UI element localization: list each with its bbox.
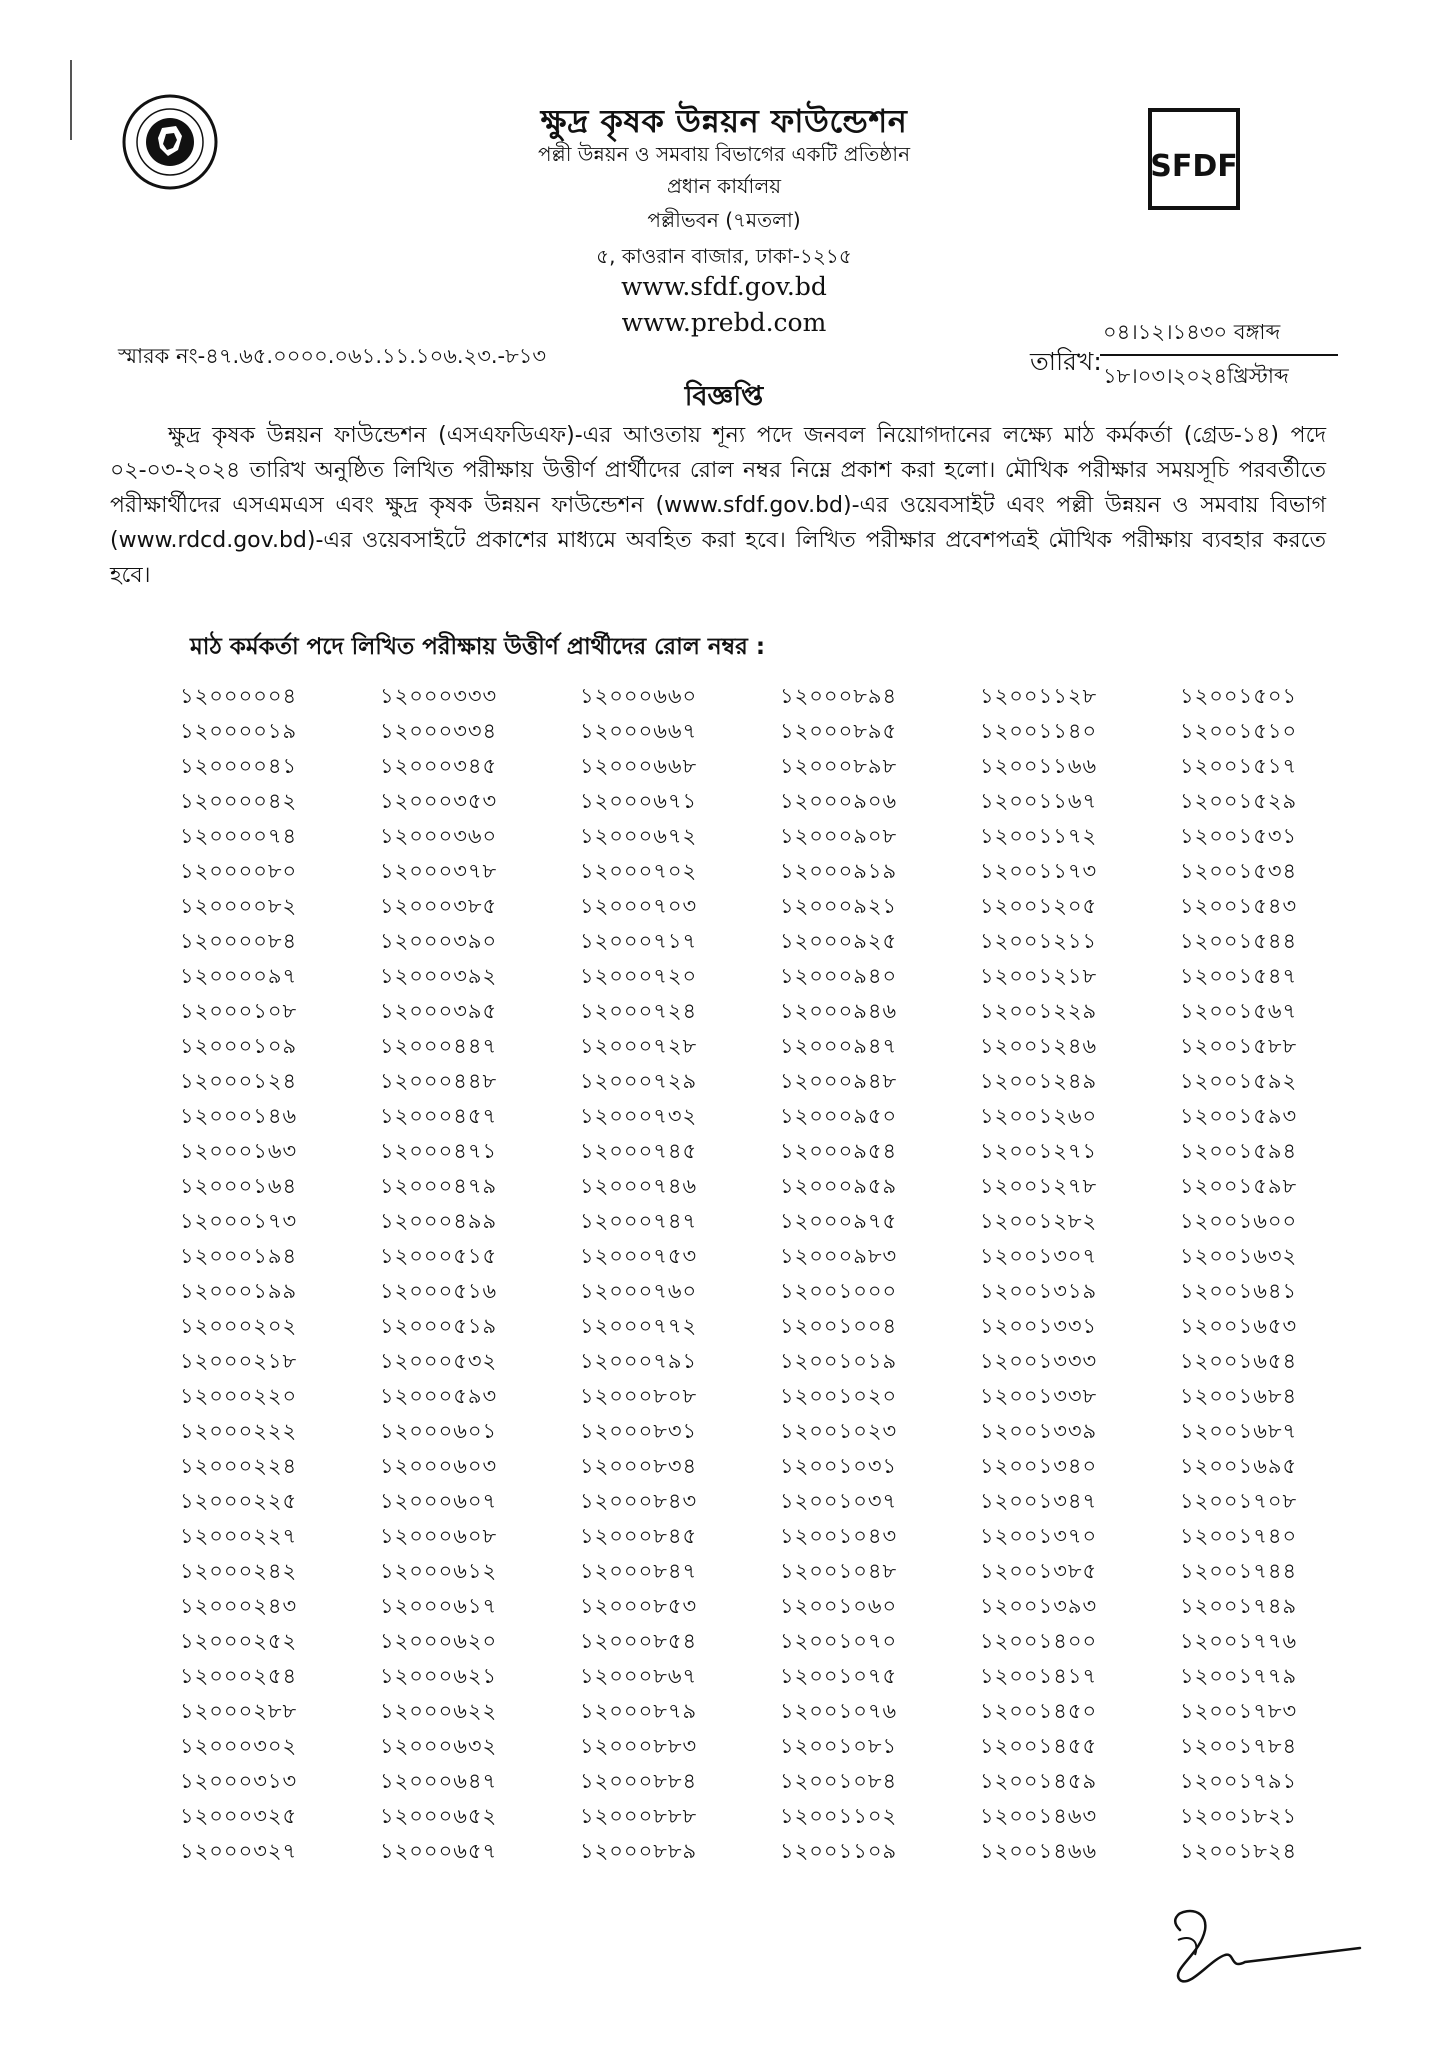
roll-number: ১২০০০৭২৪	[580, 999, 698, 1023]
roll-number: ১২০০১৫৯৮	[1180, 1174, 1298, 1198]
roll-number: ১২০০১১৭৩	[980, 859, 1098, 883]
roll-number: ১২০০০৬৫৭	[380, 1839, 498, 1863]
roll-number: ১২০০১৭৪৯	[1180, 1594, 1298, 1618]
roll-number: ১২০০১২১১	[980, 929, 1098, 953]
roll-number: ১২০০১৪৫০	[980, 1699, 1098, 1723]
roll-number: ১২০০০৮৮৪	[580, 1769, 698, 1793]
roll-number: ১২০০০৪৪৭	[380, 1034, 498, 1058]
roll-number: ১২০০০২৪৩	[180, 1594, 298, 1618]
roll-number: ১২০০০৮৯৮	[780, 754, 898, 778]
roll-number: ১২০০১৭৯১	[1180, 1769, 1298, 1793]
roll-number: ১২০০১৪৬৩	[980, 1804, 1098, 1828]
roll-number: ১২০০০৬০৭	[380, 1489, 498, 1513]
roll-number: ১২০০০৮৩১	[580, 1419, 698, 1443]
roll-number: ১২০০০৭০৩	[580, 894, 698, 918]
roll-number: ১২০০০৯২৫	[780, 929, 898, 953]
roll-number: ১২০০০৫৩২	[380, 1349, 498, 1373]
roll-number: ১২০০০৯৪৭	[780, 1034, 898, 1058]
office-name: প্রধান কার্যালয়	[666, 174, 782, 198]
roll-number: ১২০০১০৩১	[780, 1454, 898, 1478]
roll-number: ১২০০০৯৮৩	[780, 1244, 898, 1268]
roll-number: ১২০০০৯৫৯	[780, 1174, 898, 1198]
roll-number: ১২০০১৫৩৪	[1180, 859, 1298, 883]
roll-number: ১২০০০৮৩৪	[580, 1454, 698, 1478]
roll-number: ১২০০১৫৪৭	[1180, 964, 1298, 988]
roll-number: ১২০০০৩৩৪	[380, 719, 498, 743]
roll-number: ১২০০০৮৯৫	[780, 719, 898, 743]
roll-number: ১২০০০৪৫৭	[380, 1104, 498, 1128]
roll-number: ১২০০১৭৭৯	[1180, 1664, 1298, 1688]
roll-number: ১২০০০৬০৮	[380, 1524, 498, 1548]
roll-number: ১২০০০৩৯০	[380, 929, 498, 953]
roll-list-heading: মাঠ কর্মকর্তা পদে লিখিত পরীক্ষায় উত্তীর্ণ প্রার্থীদের রোল নম্বর :	[190, 634, 766, 660]
roll-number: ১২০০১৪৬৬	[980, 1839, 1098, 1863]
roll-number: ১২০০১৬৪১	[1180, 1279, 1298, 1303]
roll-number: ১২০০১৫৯৩	[1180, 1104, 1298, 1128]
roll-number: ১২০০১৩৯৩	[980, 1594, 1098, 1618]
roll-number: ১২০০০৬২২	[380, 1699, 498, 1723]
roll-number: ১২০০০৬৭১	[580, 789, 698, 813]
roll-number: ১২০০১০৮৪	[780, 1769, 898, 1793]
roll-number: ১২০০১২৪৯	[980, 1069, 1098, 1093]
roll-number: ১২০০০২২৭	[180, 1524, 298, 1548]
roll-number: ১২০০১০১৯	[780, 1349, 898, 1373]
roll-number: ১২০০০১২৪	[180, 1069, 298, 1093]
roll-number: ১২০০০৯৫০	[780, 1104, 898, 1128]
roll-number: ১২০০০৩৯২	[380, 964, 498, 988]
roll-number: ১২০০০৩৩৩	[380, 684, 498, 708]
roll-number: ১২০০১৫১৭	[1180, 754, 1298, 778]
roll-number: ১২০০১০০০	[780, 1279, 898, 1303]
roll-number: ১২০০০১৬৪	[180, 1174, 298, 1198]
roll-number: ১২০০০২০২	[180, 1314, 298, 1338]
roll-number: ১২০০০৭২০	[580, 964, 698, 988]
roll-number: ১২০০১৫৮৮	[1180, 1034, 1298, 1058]
roll-number: ১২০০০৮৫৪	[580, 1629, 698, 1653]
roll-number: ১২০০১০৩৭	[780, 1489, 898, 1513]
roll-number: ১২০০০৬০১	[380, 1419, 498, 1443]
roll-number: ১২০০১৩৮৫	[980, 1559, 1098, 1583]
roll-number: ১২০০১৮২৪	[1180, 1839, 1298, 1863]
roll-number: ১২০০০৯০৬	[780, 789, 898, 813]
roll-number: ১২০০১৫২৯	[1180, 789, 1298, 813]
roll-number: ১২০০১৭৭৬	[1180, 1629, 1298, 1653]
organization-subtitle: পল্লী উন্নয়ন ও সমবায় বিভাগের একটি প্রতিষ্ঠান	[537, 142, 911, 166]
roll-number: ১২০০০৮৮৩	[580, 1734, 698, 1758]
roll-number: ১২০০১২৪৬	[980, 1034, 1098, 1058]
roll-number: ১২০০০৮০৮	[580, 1384, 698, 1408]
roll-number: ১২০০১৩৭০	[980, 1524, 1098, 1548]
roll-number: ১২০০১৬০০	[1180, 1209, 1298, 1233]
roll-number: ১২০০০৩৪৫	[380, 754, 498, 778]
roll-number: ১২০০১৬৫৩	[1180, 1314, 1298, 1338]
website: www.sfdf.gov.bd	[621, 272, 827, 301]
roll-number: ১২০০০৯০৮	[780, 824, 898, 848]
roll-number: ১২০০০৯৫৪	[780, 1139, 898, 1163]
roll-number: ১২০০০৬১২	[380, 1559, 498, 1583]
roll-number: ১২০০১২৬০	[980, 1104, 1098, 1128]
roll-number: ১২০০১৪০০	[980, 1629, 1098, 1653]
roll-number: ১২০০০৮৫৩	[580, 1594, 698, 1618]
roll-number: ১২০০১০০৪	[780, 1314, 898, 1338]
roll-number: ১২০০০৭৫৩	[580, 1244, 698, 1268]
roll-number: ১২০০১৪১৭	[980, 1664, 1098, 1688]
roll-number: ১২০০০২২৫	[180, 1489, 298, 1513]
roll-number: ১২০০০০৮৪	[180, 929, 298, 953]
roll-number: ১২০০০৭৯১	[580, 1349, 698, 1373]
roll-number: ১২০০০৪৯৯	[380, 1209, 498, 1233]
roll-number: ১২০০১৭৪৪	[1180, 1559, 1298, 1583]
roll-number: ১২০০০৫১৬	[380, 1279, 498, 1303]
roll-number: ১২০০১৫০১	[1180, 684, 1298, 708]
roll-number: ১২০০০৮৪৫	[580, 1524, 698, 1548]
roll-number: ১২০০০৪৭১	[380, 1139, 498, 1163]
roll-number: ১২০০০২৫২	[180, 1629, 298, 1653]
roll-number: ১২০০০৩৫৩	[380, 789, 498, 813]
roll-number: ১২০০০০৭৪	[180, 824, 298, 848]
roll-number: ১২০০০৩৬০	[380, 824, 498, 848]
roll-number: ১২০০১১০৯	[780, 1839, 898, 1863]
roll-number: ১২০০০১৯৯	[180, 1279, 298, 1303]
roll-number: ১২০০১৬৩২	[1180, 1244, 1298, 1268]
roll-number: ১২০০০১৭৩	[180, 1209, 298, 1233]
roll-number: ১২০০১২৭১	[980, 1139, 1098, 1163]
roll-number: ১২০০১০২০	[780, 1384, 898, 1408]
roll-number: ১২০০১২৭৮	[980, 1174, 1098, 1198]
roll-number: ১২০০১৫১০	[1180, 719, 1298, 743]
roll-number: ১২০০০৯১৯	[780, 859, 898, 883]
roll-number: ১২০০১৬৫৪	[1180, 1349, 1298, 1373]
roll-number: ১২০০০০০৪	[180, 684, 298, 708]
roll-number: ১২০০০৮৪৭	[580, 1559, 698, 1583]
address: ৫, কাওরান বাজার, ঢাকা-১২১৫	[596, 244, 852, 268]
roll-number: ১২০০১৭৮৪	[1180, 1734, 1298, 1758]
signature	[1150, 1900, 1370, 1990]
roll-number: ১২০০০৮৭৯	[580, 1699, 698, 1723]
roll-number: ১২০০১৪৫৫	[980, 1734, 1098, 1758]
building-name: পল্লীভবন (৭মতলা)	[647, 208, 801, 232]
roll-number: ১২০০১৬৮৭	[1180, 1419, 1298, 1443]
roll-number: ১২০০১৫৬৭	[1180, 999, 1298, 1023]
date-divider	[1100, 354, 1338, 356]
roll-number: ১২০০১৫৯৪	[1180, 1139, 1298, 1163]
date-english: ১৮।০৩।২০২৪খ্রিস্টাব্দ	[1103, 364, 1289, 388]
roll-number: ১২০০০৮৯৪	[780, 684, 898, 708]
roll-number: ১২০০১১৪০	[980, 719, 1098, 743]
roll-number: ১২০০০১৪৬	[180, 1104, 298, 1128]
svg-text:SFDF: SFDF	[1150, 149, 1238, 184]
roll-number: ১২০০০৯৭৫	[780, 1209, 898, 1233]
roll-number: ১২০০০৩০২	[180, 1734, 298, 1758]
roll-number: ১২০০০৭৪৭	[580, 1209, 698, 1233]
roll-number: ১২০০১১২৮	[980, 684, 1098, 708]
roll-number: ১২০০০১৬৩	[180, 1139, 298, 1163]
roll-number: ১২০০০৬৭২	[580, 824, 698, 848]
roll-number: ১২০০১৭০৮	[1180, 1489, 1298, 1513]
roll-number: ১২০০০৮৮৮	[580, 1804, 698, 1828]
roll-number: ১২০০১২৮২	[980, 1209, 1098, 1233]
roll-number: ১২০০০২২২	[180, 1419, 298, 1443]
roll-number: ১২০০০৬৩২	[380, 1734, 498, 1758]
roll-number: ১২০০০০৪২	[180, 789, 298, 813]
roll-number: ১২০০০৭১৭	[580, 929, 698, 953]
roll-number: ১২০০০৬১৭	[380, 1594, 498, 1618]
roll-number: ১২০০০৫১৯	[380, 1314, 498, 1338]
roll-number: ১২০০০৫৯৩	[380, 1384, 498, 1408]
roll-number: ১২০০০৬৪৭	[380, 1769, 498, 1793]
roll-number: ১২০০১২২৯	[980, 999, 1098, 1023]
roll-number: ১২০০১৮২১	[1180, 1804, 1298, 1828]
roll-number: ১২০০১০৪৩	[780, 1524, 898, 1548]
roll-number: ১২০০০৩১৩	[180, 1769, 298, 1793]
roll-number: ১২০০০৩৮৫	[380, 894, 498, 918]
roll-number: ১২০০১০৭৬	[780, 1699, 898, 1723]
roll-number: ১২০০০৯৪৮	[780, 1069, 898, 1093]
date-label: তারিখ:	[1030, 347, 1102, 376]
roll-number: ১২০০১০৭০	[780, 1629, 898, 1653]
roll-number-grid	[150, 680, 1350, 1870]
roll-number: ১২০০০০৪১	[180, 754, 298, 778]
roll-number: ১২০০০৩২৫	[180, 1804, 298, 1828]
roll-number: ১২০০১৩৩১	[980, 1314, 1098, 1338]
roll-number: ১২০০১৩৩৯	[980, 1419, 1098, 1443]
roll-number: ১২০০১৩১৯	[980, 1279, 1098, 1303]
roll-number: ১২০০০৭৬০	[580, 1279, 698, 1303]
roll-number: ১২০০১০৮১	[780, 1734, 898, 1758]
roll-number: ১২০০০১০৯	[180, 1034, 298, 1058]
roll-number: ১২০০১২১৮	[980, 964, 1098, 988]
roll-number: ১২০০০৭৪৬	[580, 1174, 698, 1198]
roll-number: ১২০০০৩২৭	[180, 1839, 298, 1863]
roll-number: ১২০০০৭৪৫	[580, 1139, 698, 1163]
roll-number: ১২০০০২২৪	[180, 1454, 298, 1478]
roll-number: ১২০০১৫৪৪	[1180, 929, 1298, 953]
roll-number: ১২০০০১০৮	[180, 999, 298, 1023]
roll-number: ১২০০০১৯৪	[180, 1244, 298, 1268]
roll-number: ১২০০০৭০২	[580, 859, 698, 883]
roll-number: ১২০০০৩৯৫	[380, 999, 498, 1023]
roll-number: ১২০০১০৬০	[780, 1594, 898, 1618]
roll-number: ১২০০১৫৪৩	[1180, 894, 1298, 918]
roll-number: ১২০০০২৪২	[180, 1559, 298, 1583]
roll-number: ১২০০০০১৯	[180, 719, 298, 743]
notice-body: ক্ষুদ্র কৃষক উন্নয়ন ফাউন্ডেশন (এসএফডিএফ)-এর আওতায় শূন্য পদে জনবল নিয়োগদানের লক্ষ্যে মাঠ কর্মকর্তা (গ্রেড-১৪) পদে ০২-০৩-২০২৪ তারিখ অনুষ্ঠিত লিখিত পরীক্ষায় উত্তীর্ণ প্রার্থীদের রোল নম্বর নিম্নে প্রকাশ করা হলো। মৌখিক পরীক্ষার সময়সূচি পরবর্তীতে পরীক্ষার্থীদের এসএমএস এবং ক্ষুদ্র কৃষক উন্নয়ন ফাউন্ডেশন (www.sfdf.gov.bd)-এর ওয়েবসাইট এবং পল্লী উন্নয়ন ও সমবায় বিভাগ (www.rdcd.gov.bd)-এর ওয়েবসাইটে প্রকাশের মাধ্যমে অবহিত করা হবে। লিখিত পরীক্ষার প্রবেশপত্রই মৌখিক পরীক্ষায় ব্যবহার করতে হবে।	[110, 423, 1326, 588]
roll-number: ১২০০১৩৩৮	[980, 1384, 1098, 1408]
roll-number: ১২০০১৩০৭	[980, 1244, 1098, 1268]
roll-number: ১২০০০৭২৯	[580, 1069, 698, 1093]
organization-name: ক্ষুদ্র কৃষক উন্নয়ন ফাউন্ডেশন	[540, 102, 908, 140]
roll-number: ১২০০১৫৯২	[1180, 1069, 1298, 1093]
roll-number: ১২০০০৭৩২	[580, 1104, 698, 1128]
roll-number: ১২০০০৬০৩	[380, 1454, 498, 1478]
website-secondary: www.prebd.com	[621, 308, 827, 337]
roll-number: ১২০০১০৭৫	[780, 1664, 898, 1688]
roll-number: ১২০০০৫১৫	[380, 1244, 498, 1268]
roll-number: ১২০০১১০২	[780, 1804, 898, 1828]
roll-number: ১২০০০২১৮	[180, 1349, 298, 1373]
roll-number: ১২০০১৭৪০	[1180, 1524, 1298, 1548]
roll-number: ১২০০১৬৮৪	[1180, 1384, 1298, 1408]
roll-number: ১২০০০৬৬০	[580, 684, 698, 708]
roll-number: ১২০০০২৮৮	[180, 1699, 298, 1723]
roll-number: ১২০০১০৪৮	[780, 1559, 898, 1583]
roll-number: ১২০০০৯৪০	[780, 964, 898, 988]
roll-number: ১২০০০০৯৭	[180, 964, 298, 988]
roll-number: ১২০০১১৬৭	[980, 789, 1098, 813]
roll-number: ১২০০০২৫৪	[180, 1664, 298, 1688]
roll-number: ১২০০০৬৫২	[380, 1804, 498, 1828]
roll-number: ১২০০১২০৫	[980, 894, 1098, 918]
roll-number: ১২০০১৩৪০	[980, 1454, 1098, 1478]
roll-number: ১২০০১০২৩	[780, 1419, 898, 1443]
roll-number: ১২০০০৯৪৬	[780, 999, 898, 1023]
roll-number: ১২০০০৭৭২	[580, 1314, 698, 1338]
notice-title: বিজ্ঞপ্তি	[684, 381, 764, 412]
roll-number: ১২০০১১৬৬	[980, 754, 1098, 778]
roll-number: ১২০০০৮৮৯	[580, 1839, 698, 1863]
roll-number: ১২০০০০৮০	[180, 859, 298, 883]
roll-number: ১২০০০৬২১	[380, 1664, 498, 1688]
roll-number: ১২০০০৮৪৩	[580, 1489, 698, 1513]
date-bangla: ০৪।১২।১৪৩০ বঙ্গাব্দ	[1103, 320, 1281, 344]
roll-number: ১২০০০৮৬৭	[580, 1664, 698, 1688]
roll-number: ১২০০০৬২০	[380, 1629, 498, 1653]
roll-number: ১২০০১৪৫৯	[980, 1769, 1098, 1793]
roll-number: ১২০০১৬৯৫	[1180, 1454, 1298, 1478]
roll-number: ১২০০০৭২৮	[580, 1034, 698, 1058]
roll-number: ১২০০১৩৩৩	[980, 1349, 1098, 1373]
roll-number: ১২০০০৪৪৮	[380, 1069, 498, 1093]
roll-number: ১২০০০৯২১	[780, 894, 898, 918]
roll-number: ১২০০১৭৮৩	[1180, 1699, 1298, 1723]
roll-number: ১২০০১১৭২	[980, 824, 1098, 848]
roll-number: ১২০০০০৮২	[180, 894, 298, 918]
memo-number: স্মারক নং-৪৭.৬৫.০০০০.০৬১.১১.১০৬.২৩.-৮১৩	[118, 344, 547, 368]
roll-number: ১২০০০৩৭৮	[380, 859, 498, 883]
roll-number: ১২০০০৪৭৯	[380, 1174, 498, 1198]
roll-number: ১২০০০২২০	[180, 1384, 298, 1408]
roll-number: ১২০০০৬৬৮	[580, 754, 698, 778]
roll-number: ১২০০১৩৪৭	[980, 1489, 1098, 1513]
roll-number: ১২০০০৬৬৭	[580, 719, 698, 743]
roll-number: ১২০০১৫৩১	[1180, 824, 1298, 848]
